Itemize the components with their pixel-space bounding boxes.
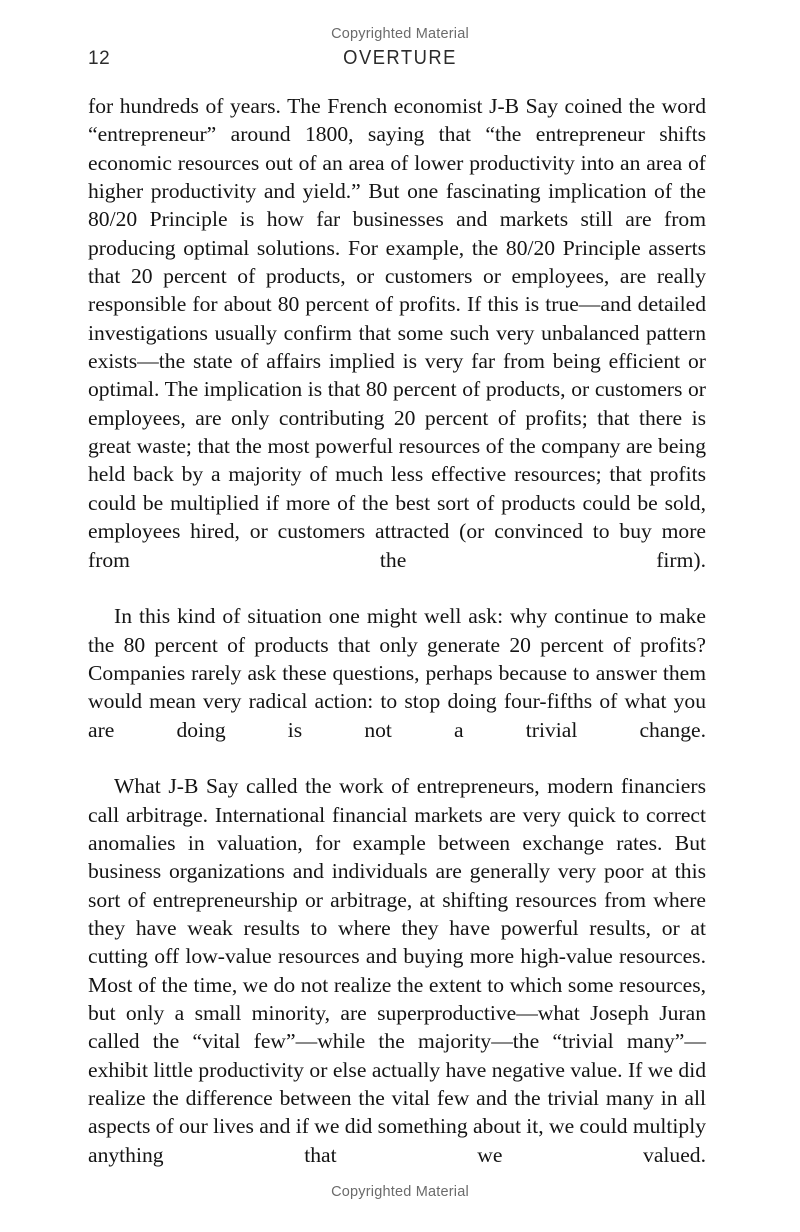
page-number: 12 [88,48,111,69]
paragraph: What J-B Say called the work of entrepreneurs, modern financiers call arbitrage. International financial markets are very quick to correct anomalies in valuation, for example between exchange rates. But business organizations and individuals are generally very poor at this sort of entrepreneurship or arbitrage, at shifting resources from where they have weak results to where they have powerful results, or at cutting off low-value resources and buying more high-value resources. Most of the time, we do not realize the extent to which some resources, but only a small minority, are superproductive—what Joseph Juran called the “vital few”—while the majority—the “trivial many”—exhibit little productivity or else actually have negative value. If we did realize the difference between the vital few and the trivial many in all aspects of our lives and if we did something about it, we could multiply anything that we valued. [88,774,706,1167]
chapter-title: OVERTURE [343,47,457,69]
body-text [88,92,706,1197]
paragraph: for hundreds of years. The French economist J-B Say coined the word “entrepreneur” around 1800, saying that “the entrepreneur shifts economic resources out of an area of lower productivity into an area of higher productivity and yield.” But one fascinating implication of the 80/20 Principle is how far businesses and markets still are from producing optimal solutions. For example, the 80/20 Principle asserts that 20 percent of products, or customers or employees, are really responsible for about 80 percent of profits. If this is true—and detailed investigations usually confirm that some such very unbalanced pattern exists—the state of affairs implied is very far from being efficient or optimal. The implication is that 80 percent of products, or customers or employees, are only contributing 20 percent of profits; that there is great waste; that the most powerful resources of the company are being held back by a majority of much less effective resources; that profits could be multiplied if more of the best sort of products could be sold, employees hired, or customers attracted (or convinced to buy more from the firm). [88,94,706,572]
paragraph: In this kind of situation one might well ask: why continue to make the 80 percent of products that only generate 20 percent of profits? Companies rarely ask these questions, perhaps because to answer them would mean very radical action: to stop doing four-fifths of what you are doing is not a trivial change. [88,604,706,742]
copyright-watermark-top: Copyrighted Material [331,26,469,42]
copyright-watermark-bottom: Copyrighted Material [331,1184,469,1200]
running-head [0,26,800,84]
